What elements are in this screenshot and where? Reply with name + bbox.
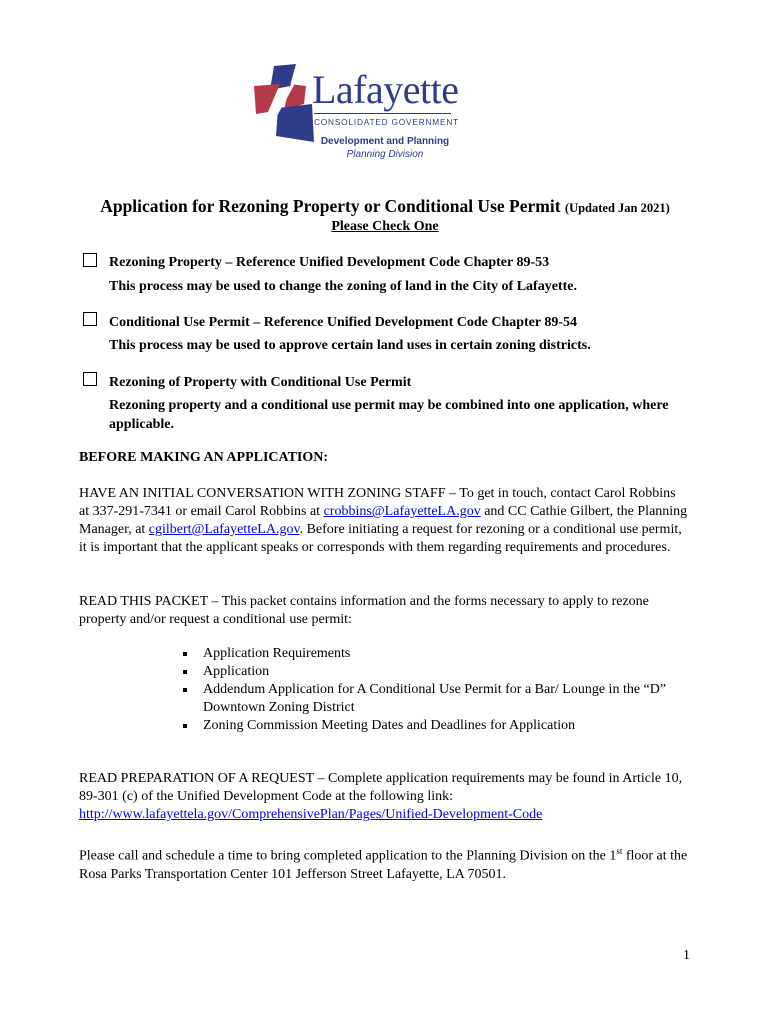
para-conversation bbox=[79, 485, 689, 557]
option-rezoning-desc: This process may be used to change the zoning of land in the City of Lafayette. bbox=[109, 279, 577, 294]
para-schedule bbox=[79, 842, 689, 884]
para-preparation bbox=[79, 770, 689, 824]
para-schedule-part2: floor at the Rosa Parks Transportation Center 101 Jefferson Street Lafayette, LA 70501. bbox=[79, 848, 688, 882]
packet-list bbox=[183, 645, 693, 735]
division-name: Planning Division bbox=[346, 149, 424, 160]
page-number: 1 bbox=[683, 948, 690, 963]
email-crobbins-link[interactable]: crobbins@LafayetteLA.gov bbox=[323, 504, 481, 519]
title-updated: (Updated Jan 2021) bbox=[564, 201, 670, 215]
bullet-icon bbox=[183, 724, 187, 728]
lafayette-emblem-icon bbox=[254, 64, 316, 144]
list-item: Application bbox=[183, 663, 693, 681]
logo-subtitle: CONSOLIDATED GOVERNMENT bbox=[314, 117, 460, 127]
bullet-icon bbox=[183, 688, 187, 692]
checkbox-rezoning[interactable] bbox=[83, 253, 97, 267]
list-item: Addendum Application for A Conditional Use Permit for a Bar/ Lounge in the “D” Downtown Zoning District bbox=[183, 681, 693, 717]
checkbox-rezoning-with-cup[interactable] bbox=[83, 372, 97, 386]
title-main: Application for Rezoning Property or Conditional Use Permit bbox=[100, 196, 561, 216]
option-cup-title: Conditional Use Permit – Reference Unified Development Code Chapter 89-54 bbox=[109, 315, 578, 330]
para-packet: READ THIS PACKET – This packet contains information and the forms necessary to apply to rezone property and/or request a conditional use permit: bbox=[79, 594, 649, 627]
ordinal-suffix: st bbox=[616, 846, 623, 856]
option-both-title: Rezoning of Property with Conditional Use Permit bbox=[109, 375, 412, 390]
para-conversation-part1: HAVE AN INITIAL CONVERSATION WITH ZONING STAFF – To get in touch, contact Carol Robbins at 337-291-7341 or email Carol Robbins at bbox=[79, 486, 676, 519]
para-schedule-part1: Please call and schedule a time to bring completed application to the Planning Division on the 1 bbox=[79, 848, 617, 864]
para-preparation-text: READ PREPARATION OF A REQUEST – Complete application requirements may be found in Article 10, 89-301 (c) of the Unified Development Code at the following link: bbox=[79, 771, 683, 804]
udc-link[interactable]: http://www.lafayettela.gov/ComprehensivePlan/Pages/Unified-Development-Code bbox=[79, 807, 543, 822]
para-conversation-part3: . Before initiating a request for rezoning or a conditional use permit, it is important that the applicant speaks or corresponds with them regarding requirements and procedures. bbox=[79, 522, 682, 555]
bullet-icon bbox=[183, 652, 187, 656]
lafayette-logo bbox=[254, 64, 459, 144]
document-title bbox=[0, 196, 770, 217]
option-cup-desc: This process may be used to approve certain land uses in certain zoning districts. bbox=[109, 338, 591, 353]
option-rezoning-title: Rezoning Property – Reference Unified Development Code Chapter 89-53 bbox=[109, 255, 550, 270]
check-one-label: Please Check One bbox=[331, 219, 439, 234]
list-item: Application Requirements bbox=[183, 645, 693, 663]
checkbox-conditional-use[interactable] bbox=[83, 312, 97, 326]
bullet-icon bbox=[183, 670, 187, 674]
email-cgilbert-link[interactable]: cgilbert@LafayetteLA.gov bbox=[148, 522, 300, 537]
para-conversation-part2: and CC Cathie Gilbert, the Planning Manager, at bbox=[79, 504, 688, 537]
option-both-desc: Rezoning property and a conditional use permit may be combined into one application, where applicable. bbox=[109, 398, 669, 432]
list-item: Zoning Commission Meeting Dates and Deadlines for Application bbox=[183, 717, 693, 735]
dept-name: Development and Planning bbox=[320, 136, 450, 147]
before-heading: BEFORE MAKING AN APPLICATION: bbox=[79, 450, 329, 465]
logo-rule bbox=[314, 113, 451, 114]
logo-wordmark: Lafayette bbox=[312, 67, 459, 112]
